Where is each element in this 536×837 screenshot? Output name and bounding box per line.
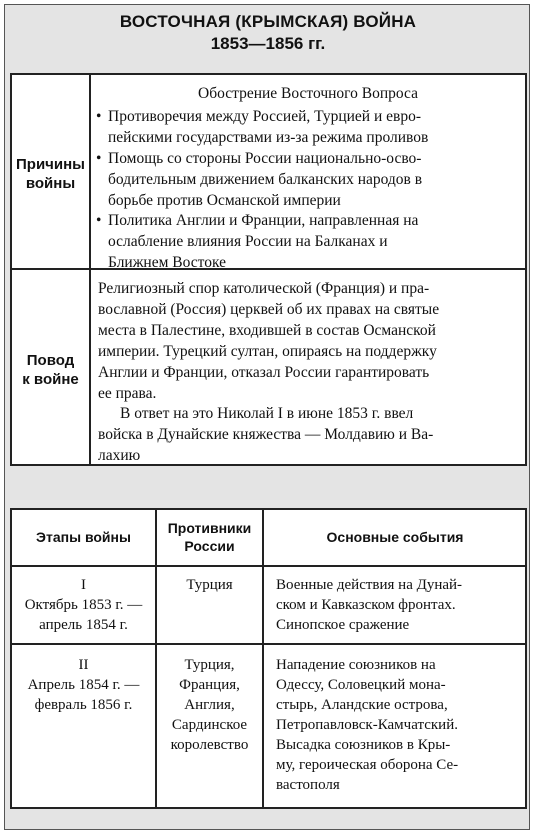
causes-label: Причины войны [16,156,85,192]
header-opponents: Противники России [167,520,252,554]
causes-item-1: • Противоречия между Россией, Турцией и евро- пейскими государствами из-за режима проливов [96,108,429,146]
pretext-label: Повод к войне [22,352,79,388]
pretext-paragraph-2: В ответ на это Николай I в июне 1853 г. ввел войска в Дунайские княжества — Молдавию и Ва- лахию [98,405,434,464]
bullet-icon: • [96,150,102,167]
header-events: Основные события [326,529,464,545]
causes-heading: Обострение Восточного Вопроса [198,85,418,102]
stages-column-divider-2 [262,508,264,809]
causes-item-3: • Политика Англии и Франции, направленная на ослабление влияния России на Балканах и Ближнем Востоке [96,212,419,271]
header-stages: Этапы войны [36,529,131,545]
stage-1-opponents: Турция [186,577,233,593]
title-line-2: 1853—1856 гг. [210,34,326,53]
stage-2-opponents: Турция, Франция, Англия, Сардинское королевство [170,657,249,753]
pretext-paragraph-1: Религиозный спор католической (Франция) и пра- вославной (Россия) церквей об их правах на святые места в Палестине, входившей в состав Османской империи. Турецкий султан, опираясь на поддержку Англии и Франции, отказал России гарантировать ее права. [98,280,440,402]
bullet-icon: • [96,212,102,229]
stage-2-events: Нападение союзников на Одессу, Соловецкий мона- стырь, Аландские острова, Петропавловск-Камчатский. Высадка союзников в Кры- му, героическая оборона Се- вастополя [276,657,459,793]
bullet-icon: • [96,108,102,125]
stage-1-events: Военные действия на Дунай- ском и Кавказском фронтах. Синопское сражение [276,577,463,633]
stages-row-divider [10,643,527,645]
stage-1-period: I Октябрь 1853 г. — апрель 1854 г. [24,577,143,633]
stage-2-period: II Апрель 1854 г. — февраль 1856 г. [27,657,140,713]
causes-item-2: • Помощь со стороны России национально-осво- бодительным движением балканских народов в борьбе против Османской империи [96,150,423,209]
stages-header-divider [10,565,527,567]
title-line-1: ВОСТОЧНАЯ (КРЫМСКАЯ) ВОЙНА [119,12,417,31]
